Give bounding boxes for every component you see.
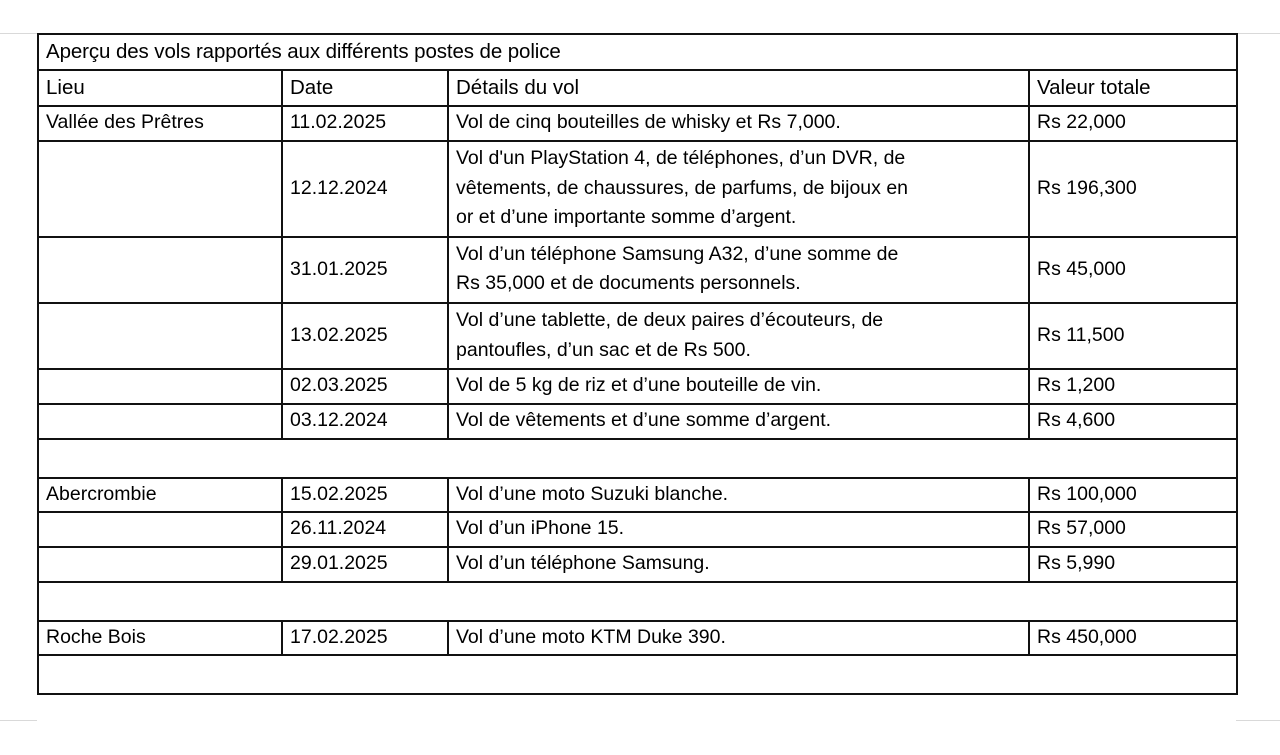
cell-date: 03.12.2024: [282, 404, 448, 439]
cell-valeur: Rs 45,000: [1029, 237, 1237, 303]
report-sheet: [37, 33, 1236, 718]
table-row: [38, 478, 1237, 513]
thefts-summary-table: [37, 33, 1238, 695]
table-column-header-row: [38, 70, 1237, 106]
cell-valeur: Rs 196,300: [1029, 141, 1237, 237]
table-row: [38, 106, 1237, 141]
cell-lieu: [38, 369, 282, 404]
cell-valeur: Rs 450,000: [1029, 621, 1237, 656]
cell-lieu: Abercrombie: [38, 478, 282, 513]
spacer-cell: [38, 582, 1237, 621]
column-header-details: Détails du vol: [448, 70, 1029, 106]
cell-lieu: Vallée des Prêtres: [38, 106, 282, 141]
spacer-cell: [38, 655, 1237, 694]
table-row: [38, 404, 1237, 439]
cell-date: 12.12.2024: [282, 141, 448, 237]
page-guide-bottom-right: [1236, 720, 1280, 721]
cell-date: 02.03.2025: [282, 369, 448, 404]
cell-details: Vol d’une moto KTM Duke 390.: [448, 621, 1029, 656]
cell-valeur: Rs 5,990: [1029, 547, 1237, 582]
column-header-valeur: Valeur totale: [1029, 70, 1237, 106]
cell-lieu: [38, 141, 282, 237]
column-header-lieu: Lieu: [38, 70, 282, 106]
cell-date: 31.01.2025: [282, 237, 448, 303]
table-spacer-row: [38, 655, 1237, 694]
details-line: pantoufles, d’un sac et de Rs 500.: [456, 338, 751, 361]
cell-date: 13.02.2025: [282, 303, 448, 369]
cell-date: 29.01.2025: [282, 547, 448, 582]
page-guide-bottom-left: [0, 720, 37, 721]
table-row: [38, 512, 1237, 547]
cell-details: Vol d’un iPhone 15.: [448, 512, 1029, 547]
details-line: Rs 35,000 et de documents personnels.: [456, 272, 801, 295]
details-line: Vol d'un PlayStation 4, de téléphones, d’un DVR, de: [456, 146, 906, 169]
table-row: [38, 141, 1237, 237]
cell-date: 15.02.2025: [282, 478, 448, 513]
page-guide-top-left: [0, 33, 37, 34]
details-line: or et d’une importante somme d’argent.: [456, 206, 797, 229]
cell-date: 26.11.2024: [282, 512, 448, 547]
cell-details: Vol d’un téléphone Samsung.: [448, 547, 1029, 582]
table-header: [38, 34, 1237, 106]
spacer-cell: [38, 439, 1237, 478]
table-body: [38, 106, 1237, 694]
cell-lieu: [38, 404, 282, 439]
details-line: vêtements, de chaussures, de parfums, de bijoux en: [456, 176, 909, 199]
cell-details: [448, 141, 1029, 237]
cell-valeur: Rs 1,200: [1029, 369, 1237, 404]
table-title-row: [38, 34, 1237, 70]
cell-date: 11.02.2025: [282, 106, 448, 141]
page-guide-top-right: [1236, 33, 1280, 34]
cell-details: [448, 237, 1029, 303]
cell-details: Vol de cinq bouteilles de whisky et Rs 7,000.: [448, 106, 1029, 141]
cell-valeur: Rs 11,500: [1029, 303, 1237, 369]
cell-valeur: Rs 4,600: [1029, 404, 1237, 439]
cell-details: Vol de vêtements et d’une somme d’argent.: [448, 404, 1029, 439]
cell-valeur: Rs 22,000: [1029, 106, 1237, 141]
cell-valeur: Rs 57,000: [1029, 512, 1237, 547]
column-header-date: Date: [282, 70, 448, 106]
table-row: [38, 621, 1237, 656]
details-line: Vol d’un téléphone Samsung A32, d’une somme de: [456, 242, 899, 265]
table-row: [38, 547, 1237, 582]
cell-lieu: [38, 547, 282, 582]
table-title: Aperçu des vols rapportés aux différents postes de police: [38, 34, 1237, 70]
table-row: [38, 237, 1237, 303]
cell-lieu: Roche Bois: [38, 621, 282, 656]
cell-valeur: Rs 100,000: [1029, 478, 1237, 513]
cell-date: 17.02.2025: [282, 621, 448, 656]
cell-details: Vol d’une moto Suzuki blanche.: [448, 478, 1029, 513]
table-row: [38, 303, 1237, 369]
table-spacer-row: [38, 439, 1237, 478]
table-spacer-row: [38, 582, 1237, 621]
table-row: [38, 369, 1237, 404]
cell-details: Vol de 5 kg de riz et d’une bouteille de vin.: [448, 369, 1029, 404]
cell-lieu: [38, 512, 282, 547]
details-line: Vol d’une tablette, de deux paires d’écouteurs, de: [456, 309, 884, 332]
cell-lieu: [38, 237, 282, 303]
cell-lieu: [38, 303, 282, 369]
cell-details: [448, 303, 1029, 369]
